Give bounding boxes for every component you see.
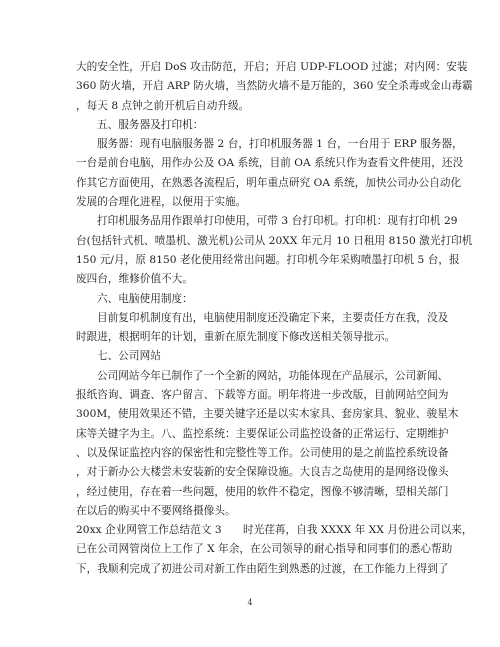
text-line: ，每天 8 点钟之前开机后自动升级。: [76, 99, 250, 112]
text-line: ，对于新办公大楼尝未安装新的安全保障设施。大良吉之岛使用的是网络设像头: [76, 466, 449, 479]
text-line: 150 元/月，原 8150 老化使用经常出问题。打印机今年采购喷墨打印机 5 台，报: [76, 253, 460, 266]
text-line: 台(包括针式机、喷墨机、激光机)公司从 20XX 年元月 10 日租用 8150 激光打印机: [76, 234, 473, 247]
text-line: 公司网站今年已制作了一个全新的网站，功能体现在产品展示，公司新闻、: [97, 369, 449, 382]
text-line: 时跟进，根据明年的计划，重新在原先制度下修改送相关领导批示。: [76, 331, 396, 344]
text-line: 360 防火墙，开启 ARP 防火墙，当然防火墙不是万能的，360 安全杀毒或金山毒霸: [76, 80, 473, 93]
text-line: 目前复印机制度有出，电脑使用制度还没确定下来，主要责任方在我，没及: [97, 311, 449, 324]
text-line: 报纸咨询、调查、客户留言、下载等方面。明年将进一步改版，目前网站空间为: [76, 389, 449, 402]
text-line: 一台是前台电脑，用作办公及 OA 系统，目前 OA 系统只作为查看文件使用，还没: [76, 157, 464, 170]
text-line: 在以后的购买中不要网络摄像头。: [76, 504, 236, 517]
page-number: 4: [247, 598, 253, 607]
text-line: 发展的合理化进程，以便用于实施。: [76, 196, 247, 209]
text-line: 床等关键字为主。八、监控系统：主要保证公司监控设备的正常运行、定期维护: [76, 427, 449, 440]
text-line: 300M，使用效果还不错，主要关键字还是以实木家具、套房家具、貌业、骏星木: [76, 408, 459, 421]
text-line: 五、服务器及打印机：: [97, 118, 204, 131]
text-line: 废四台，维修价值不大。: [76, 273, 194, 286]
text-line: ，经过使用，存在着一些问题，使用的软件不稳定，图像不够清晰，望相关部门: [76, 485, 449, 498]
text-line: 七、公司网站: [97, 350, 161, 363]
text-line: 、以及保证监控内容的保密性和完整性等工作。公司使用的是之前监控系统设备: [76, 446, 449, 459]
text-line: 下，我顺利完成了初进公司对新工作由陌生到熟悉的过渡，在工作能力上得到了: [76, 562, 449, 575]
text-line: 大的安全性，开启 DoS 攻击防范，开启；开启 UDP-FLOOD 过滤；对内网：安装: [76, 61, 468, 73]
text-line: 已在公司网管岗位上工作了 X 年余，在公司领导的耐心指导和同事们的悉心帮助: [76, 543, 453, 556]
text-line: 六、电脑使用制度：: [97, 292, 193, 305]
text-line: 服务器：现有电脑服务器 2 台，打印机服务器 1 台，一台用于 ERP 服务器，: [97, 138, 463, 151]
text-line: 作其它方面使用，在熟悉各流程后，明年重点研究 OA 系统，加快公司办公自动化: [76, 176, 462, 189]
document-body: [76, 58, 473, 579]
text-line: 打印机服务品用作跟单打印使用，可带 3 台打印机。打印机：现有打印机 29: [97, 215, 458, 228]
text-line: 20xx 企业网管工作总结范文 3 时光荏苒，自我 XXXX 年 XX 月份进公司以来，: [76, 524, 473, 537]
